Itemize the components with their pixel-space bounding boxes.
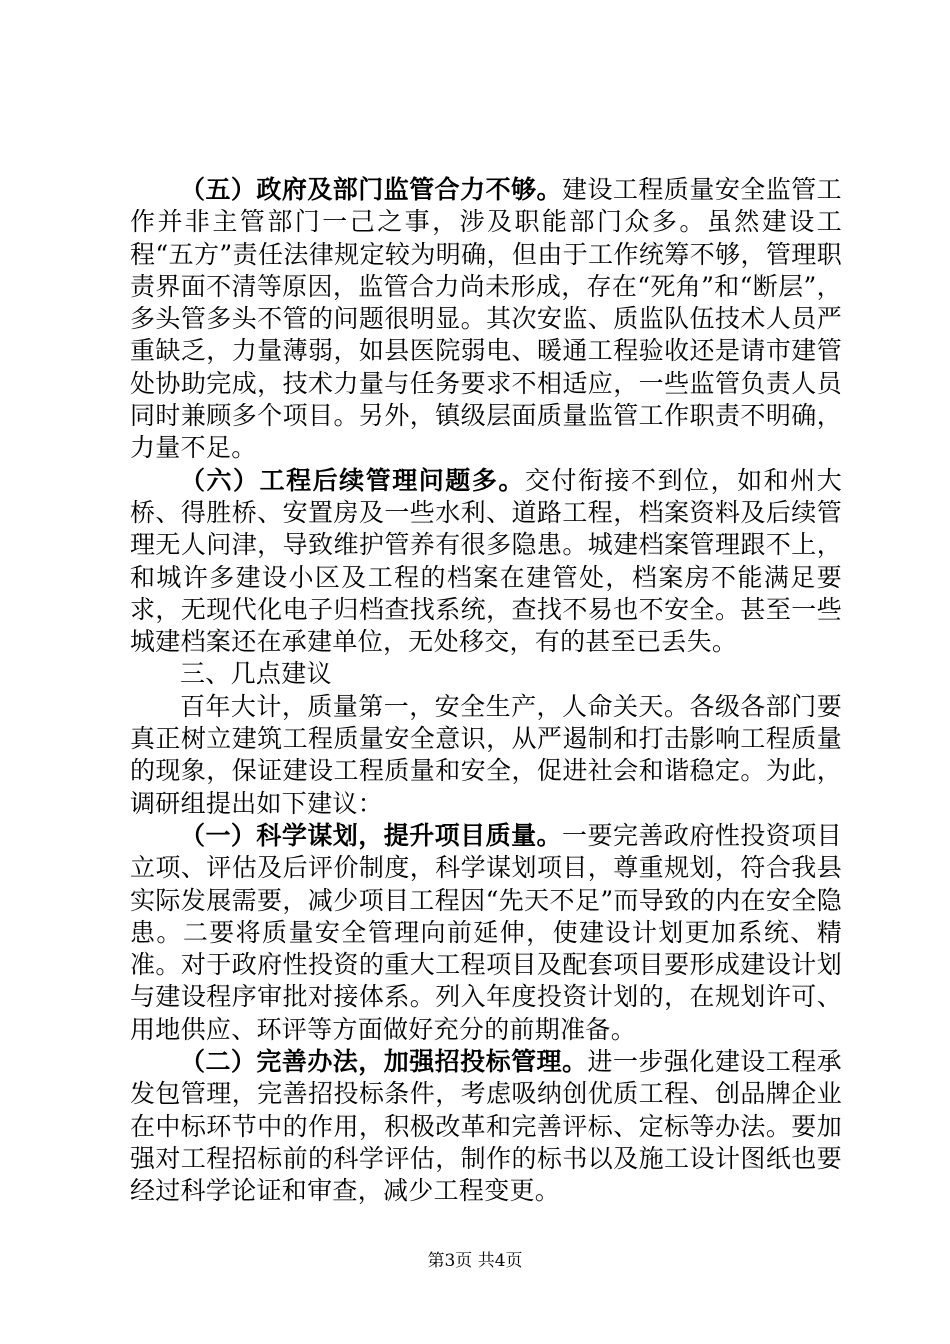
section-heading-suggestions: 三、几点建议 <box>180 659 332 689</box>
paragraph-six-text: 交付衔接不到位，如和州大桥、得胜桥、安置房及一些水利、道路工程，档案资料及后续管理无人问津，导致维护管养有很多隐患。城建档案管理跟不上，和城许多建设小区及工程的档案在建管处，档案房不能满足要求，无现代化电子归档查找系统，查找不易也不安全。甚至一些城建档案还在承建单位，无处移交，有的甚至已丢失。 <box>130 465 842 657</box>
suggestion-one-heading: （一）科学谋划，提升项目质量。 <box>180 820 563 850</box>
paragraph-five <box>130 174 842 465</box>
paragraph-five-heading: （五）政府及部门监管合力不够。 <box>180 175 563 204</box>
suggestion-one-text: 一要完善政府性投资项目立项、评估及后评价制度，科学谋划项目，尊重规划，符合我县实际发展需要，减少项目工程因“先天不足”而导致的内在安全隐患。二要将质量安全管理向前延伸，使建设计划更加系统、精准。对于政府性投资的重大工程项目及配套项目要形成建设计划与建设程序审批对接体系。列入年度投资计划的，在规划许可、用地供应、环评等方面做好充分的前期准备。 <box>130 820 842 1044</box>
page-number-footer: 第3页 共4页 <box>427 1251 523 1271</box>
document-body <box>130 174 842 1208</box>
suggestion-two <box>130 1046 842 1207</box>
suggestion-two-text: 进一步强化建设工程承发包管理，完善招投标条件，考虑吸纳创优质工程、创品牌企业在中标环节中的作用，积极改革和完善评标、定标等办法。要加强对工程招标前的科学评估，制作的标书以及施工设计图纸也要经过科学论证和审查，减少工程变更。 <box>130 1047 842 1206</box>
suggestions-intro: 百年大计，质量第一，安全生产，人命关天。各级各部门要真正树立建筑工程质量安全意识，从严遏制和打击影响工程质量的现象，保证建设工程质量和安全，促进社会和谐稳定。为此，调研组提出如下建议： <box>130 691 842 818</box>
paragraph-six <box>130 465 842 659</box>
paragraph-five-text: 建设工程质量安全监管工作并非主管部门一己之事，涉及职能部门众多。虽然建设工程“五方”责任法律规定较为明确，但由于工作统筹不够，管理职责界面不清等原因，监管合力尚未形成，存在“死角”和“断层”，多头管多头不管的问题很明显。其次安监、质监队伍技术人员严重缺乏，力量薄弱，如县医院弱电、暖通工程验收还是请市建管处协助完成，技术力量与任务要求不相适应，一些监管负责人员同时兼顾多个项目。另外，镇级层面质量监管工作职责不明确，力量不足。 <box>130 175 842 463</box>
paragraph-six-heading: （六）工程后续管理问题多。 <box>180 465 525 495</box>
suggestion-two-heading: （二）完善办法，加强招投标管理。 <box>180 1047 588 1077</box>
suggestion-one <box>130 820 842 1046</box>
